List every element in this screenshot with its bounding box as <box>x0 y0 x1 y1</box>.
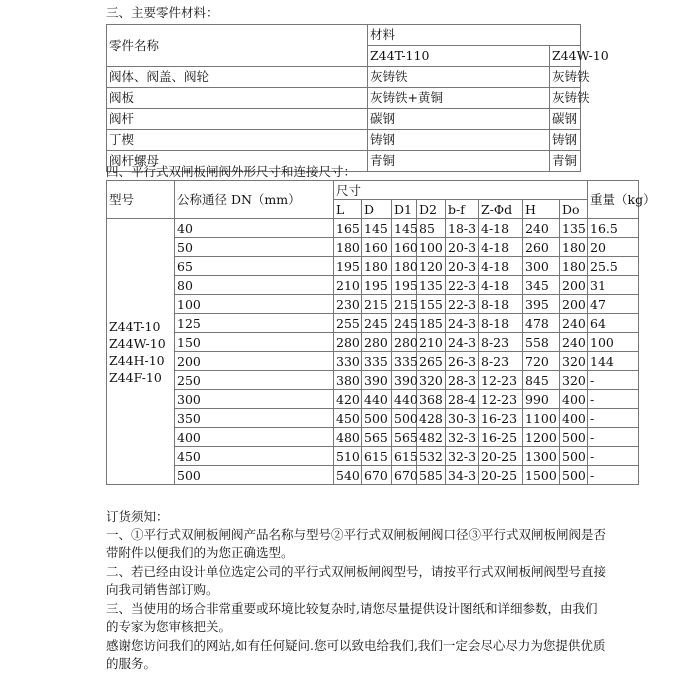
dimension-col-header: L <box>334 200 362 219</box>
dn-cell: 80 <box>175 276 334 295</box>
dn-cell: 125 <box>175 314 334 333</box>
dimension-cell: 195 <box>334 257 362 276</box>
dimension-cell: 345 <box>523 276 560 295</box>
dimension-cell: 380 <box>334 371 362 390</box>
dimension-cell: 565 <box>392 428 417 447</box>
dimension-cell: 135 <box>417 276 446 295</box>
dimension-cell: 320 <box>560 371 588 390</box>
dimension-cell: 28-3 <box>446 371 479 390</box>
materials-table <box>106 24 609 172</box>
dimension-cell: 280 <box>392 333 417 352</box>
dimension-cell: 240 <box>523 219 560 238</box>
dimension-cell: 990 <box>523 390 560 409</box>
dimension-cell: 500 <box>560 447 588 466</box>
model-list-cell <box>107 219 175 485</box>
notes-title: 订货须知： <box>106 509 169 524</box>
dimension-col-header: H <box>523 200 560 219</box>
dimension-row <box>107 257 639 276</box>
dimension-cell: 500 <box>560 428 588 447</box>
dn-cell: 65 <box>175 257 334 276</box>
dn-cell: 150 <box>175 333 334 352</box>
dimension-cell: 335 <box>392 352 417 371</box>
material-cell: 碳钢 <box>550 109 581 130</box>
dimension-cell: 28-4 <box>446 390 479 409</box>
weight-cell: - <box>588 447 639 466</box>
dimension-row <box>107 409 639 428</box>
dimension-row <box>107 295 639 314</box>
dimension-cell: 400 <box>560 409 588 428</box>
dimension-cell: 540 <box>334 466 362 485</box>
dimension-cell: 245 <box>362 314 392 333</box>
dimension-cell: 320 <box>417 371 446 390</box>
dimension-col-header: D <box>362 200 392 219</box>
dimension-row <box>107 314 639 333</box>
dimension-cell: 8-18 <box>479 314 523 333</box>
dn-cell: 100 <box>175 295 334 314</box>
dimension-cell: 16-23 <box>479 409 523 428</box>
dimension-cell: 135 <box>560 219 588 238</box>
dn-cell: 350 <box>175 409 334 428</box>
dimension-cell: 4-18 <box>479 238 523 257</box>
dimension-cell: 260 <box>523 238 560 257</box>
weight-cell: 64 <box>588 314 639 333</box>
dn-cell: 250 <box>175 371 334 390</box>
dimension-cell: 240 <box>560 314 588 333</box>
dimension-cell: 85 <box>417 219 446 238</box>
dimension-cell: 180 <box>560 257 588 276</box>
part-name-cell: 阀杆 <box>107 109 368 130</box>
dimension-header: 尺寸 <box>334 181 588 200</box>
weight-cell: 144 <box>588 352 639 371</box>
dimension-cell: 12-23 <box>479 390 523 409</box>
dimension-cell: 200 <box>560 295 588 314</box>
dimension-cell: 440 <box>362 390 392 409</box>
dimension-cell: 16-25 <box>479 428 523 447</box>
section3-title: 三、主要零件材料： <box>106 5 219 20</box>
dimension-row <box>107 447 639 466</box>
part-name-cell: 丁楔 <box>107 130 368 151</box>
dimension-cell: 180 <box>392 257 417 276</box>
dimension-cell: 22-3 <box>446 295 479 314</box>
weight-cell: 16.5 <box>588 219 639 238</box>
dimension-cell: 215 <box>362 295 392 314</box>
dimension-cell: 265 <box>417 352 446 371</box>
dimension-cell: 368 <box>417 390 446 409</box>
dimension-cell: 8-23 <box>479 333 523 352</box>
dimension-cell: 210 <box>417 333 446 352</box>
dimension-cell: 240 <box>560 333 588 352</box>
dimension-cell: 255 <box>334 314 362 333</box>
material-cell: 灰铸铁 <box>550 88 581 109</box>
dimension-col-header: D1 <box>392 200 417 219</box>
dimension-cell: 200 <box>560 276 588 295</box>
dimension-cell: 532 <box>417 447 446 466</box>
dimension-row <box>107 333 639 352</box>
dimension-cell: 30-3 <box>446 409 479 428</box>
dn-cell: 40 <box>175 219 334 238</box>
weight-cell: - <box>588 371 639 390</box>
dimension-cell: 185 <box>417 314 446 333</box>
material-row <box>107 88 581 109</box>
weight-cell: 47 <box>588 295 639 314</box>
material-cell: 青铜 <box>368 151 550 172</box>
model-name: Z44F-10 <box>109 369 162 385</box>
dimension-cell: 478 <box>523 314 560 333</box>
material-cell: 灰铸铁 <box>550 67 581 88</box>
material-cell: 灰铸铁+黄铜 <box>368 88 550 109</box>
dimension-row <box>107 390 639 409</box>
dimension-cell: 120 <box>417 257 446 276</box>
dimension-cell: 180 <box>334 238 362 257</box>
dimension-cell: 4-18 <box>479 257 523 276</box>
material-cell: 青铜 <box>550 151 581 172</box>
dimension-cell: 1300 <box>523 447 560 466</box>
dimension-cell: 210 <box>334 276 362 295</box>
dn-cell: 450 <box>175 447 334 466</box>
dimension-cell: 8-18 <box>479 295 523 314</box>
dimension-cell: 195 <box>392 276 417 295</box>
dimension-cell: 165 <box>334 219 362 238</box>
weight-cell: - <box>588 409 639 428</box>
dimension-cell: 395 <box>523 295 560 314</box>
dimension-row <box>107 219 639 238</box>
dimension-cell: 145 <box>362 219 392 238</box>
dimension-cell: 195 <box>362 276 392 295</box>
part-name-cell: 阀体、阀盖、阀轮 <box>107 67 368 88</box>
dimension-row <box>107 466 639 485</box>
dimension-cell: 32-3 <box>446 428 479 447</box>
dimension-cell: 100 <box>417 238 446 257</box>
dimension-cell: 615 <box>392 447 417 466</box>
dimension-cell: 12-23 <box>479 371 523 390</box>
dimension-cell: 1200 <box>523 428 560 447</box>
dimension-cell: 565 <box>362 428 392 447</box>
material-row <box>107 109 581 130</box>
weight-cell: 100 <box>588 333 639 352</box>
dimension-cell: 420 <box>334 390 362 409</box>
section4-title: 四、平行式双闸板闸阀外形尺寸和连接尺寸： <box>106 164 357 179</box>
dimension-col-header: b-f <box>446 200 479 219</box>
material-col-a: Z44T-110 <box>368 46 550 67</box>
dimension-cell: 615 <box>362 447 392 466</box>
dimension-cell: 180 <box>362 257 392 276</box>
material-header: 材料 <box>368 25 581 46</box>
material-cell: 灰铸铁 <box>368 67 550 88</box>
model-name: Z44W-10 <box>109 335 166 351</box>
dimension-cell: 280 <box>334 333 362 352</box>
dimension-cell: 20-25 <box>479 466 523 485</box>
dimension-cell: 300 <box>523 257 560 276</box>
note-paragraph-4: 感谢您访问我们的网站,如有任何疑问.您可以致电给我们,我们一定会尽心尽力为您提供优质的服务。 <box>106 638 606 671</box>
dimension-cell: 720 <box>523 352 560 371</box>
dimension-cell: 320 <box>560 352 588 371</box>
dimension-cell: 845 <box>523 371 560 390</box>
material-row <box>107 67 581 88</box>
dimension-row <box>107 352 639 371</box>
material-row <box>107 130 581 151</box>
dimension-cell: 24-3 <box>446 333 479 352</box>
dimension-cell: 330 <box>334 352 362 371</box>
dimension-cell: 390 <box>362 371 392 390</box>
dimension-cell: 24-3 <box>446 314 479 333</box>
dimension-cell: 22-3 <box>446 276 479 295</box>
dn-cell: 50 <box>175 238 334 257</box>
dimension-cell: 428 <box>417 409 446 428</box>
dimension-cell: 160 <box>392 238 417 257</box>
dimension-cell: 500 <box>392 409 417 428</box>
part-name-cell: 阀杆螺母 <box>107 151 368 172</box>
dimension-cell: 215 <box>392 295 417 314</box>
dimension-row <box>107 238 639 257</box>
dimension-cell: 1100 <box>523 409 560 428</box>
dimension-cell: 450 <box>334 409 362 428</box>
dimension-cell: 180 <box>560 238 588 257</box>
dn-cell: 300 <box>175 390 334 409</box>
material-cell: 铸钢 <box>368 130 550 151</box>
dimension-cell: 4-18 <box>479 219 523 238</box>
dimension-cell: 390 <box>392 371 417 390</box>
model-header: 型号 <box>107 181 175 219</box>
dimension-cell: 18-3 <box>446 219 479 238</box>
dimension-cell: 32-3 <box>446 447 479 466</box>
note-paragraph-1: 一、①平行式双闸板闸阀产品名称与型号②平行式双闸板闸阀口径③平行式双闸板闸阀是否带附件以便我们的为您正确选型。 <box>106 527 607 560</box>
dimension-cell: 20-3 <box>446 257 479 276</box>
dimension-col-header: D2 <box>417 200 446 219</box>
dimension-cell: 160 <box>362 238 392 257</box>
dimension-cell: 20-25 <box>479 447 523 466</box>
dimension-cell: 155 <box>417 295 446 314</box>
dimension-col-header: Z-Φd <box>479 200 523 219</box>
dimension-cell: 510 <box>334 447 362 466</box>
part-name-cell: 阀板 <box>107 88 368 109</box>
weight-cell: 25.5 <box>588 257 639 276</box>
material-col-b: Z44W-10 <box>550 46 581 67</box>
dn-cell: 400 <box>175 428 334 447</box>
dimension-row <box>107 428 639 447</box>
dimension-cell: 480 <box>334 428 362 447</box>
dimension-cell: 1500 <box>523 466 560 485</box>
dimensions-table <box>106 180 656 485</box>
dimension-col-header: Do <box>560 200 588 219</box>
dn-header: 公称通径 DN（mm） <box>175 181 334 219</box>
note-paragraph-3: 三、当使用的场合非常重要或环境比较复杂时,请您尽量提供设计图纸和详细参数，由我们的专家为您审核把关。 <box>106 601 598 634</box>
dn-cell: 500 <box>175 466 334 485</box>
dimension-cell: 8-23 <box>479 352 523 371</box>
dimension-cell: 482 <box>417 428 446 447</box>
dimension-cell: 335 <box>362 352 392 371</box>
dimension-cell: 440 <box>392 390 417 409</box>
dn-cell: 200 <box>175 352 334 371</box>
dimension-cell: 585 <box>417 466 446 485</box>
dimension-cell: 500 <box>560 466 588 485</box>
model-name: Z44T-10 <box>109 318 161 334</box>
dimension-cell: 4-18 <box>479 276 523 295</box>
weight-cell: - <box>588 466 639 485</box>
dimension-row <box>107 371 639 390</box>
dimension-cell: 558 <box>523 333 560 352</box>
dimension-cell: 145 <box>392 219 417 238</box>
dimension-cell: 670 <box>392 466 417 485</box>
material-cell: 碳钢 <box>368 109 550 130</box>
weight-header: 重量（kg） <box>588 181 639 219</box>
dimension-cell: 670 <box>362 466 392 485</box>
dimension-cell: 280 <box>362 333 392 352</box>
weight-cell: - <box>588 390 639 409</box>
dimension-cell: 26-3 <box>446 352 479 371</box>
dimension-cell: 500 <box>362 409 392 428</box>
dimension-cell: 400 <box>560 390 588 409</box>
dimension-cell: 20-3 <box>446 238 479 257</box>
weight-cell: 31 <box>588 276 639 295</box>
weight-cell: - <box>588 428 639 447</box>
dimension-cell: 230 <box>334 295 362 314</box>
part-name-header: 零件名称 <box>107 25 368 67</box>
material-cell: 铸钢 <box>550 130 581 151</box>
weight-cell: 20 <box>588 238 639 257</box>
dimension-cell: 245 <box>392 314 417 333</box>
dimension-cell: 34-3 <box>446 466 479 485</box>
note-paragraph-2: 二、若已经由设计单位选定公司的平行式双闸板闸阀型号，请按平行式双闸板闸阀型号直接向我司销售部订购。 <box>106 564 607 597</box>
dimension-row <box>107 276 639 295</box>
model-name: Z44H-10 <box>109 352 165 368</box>
